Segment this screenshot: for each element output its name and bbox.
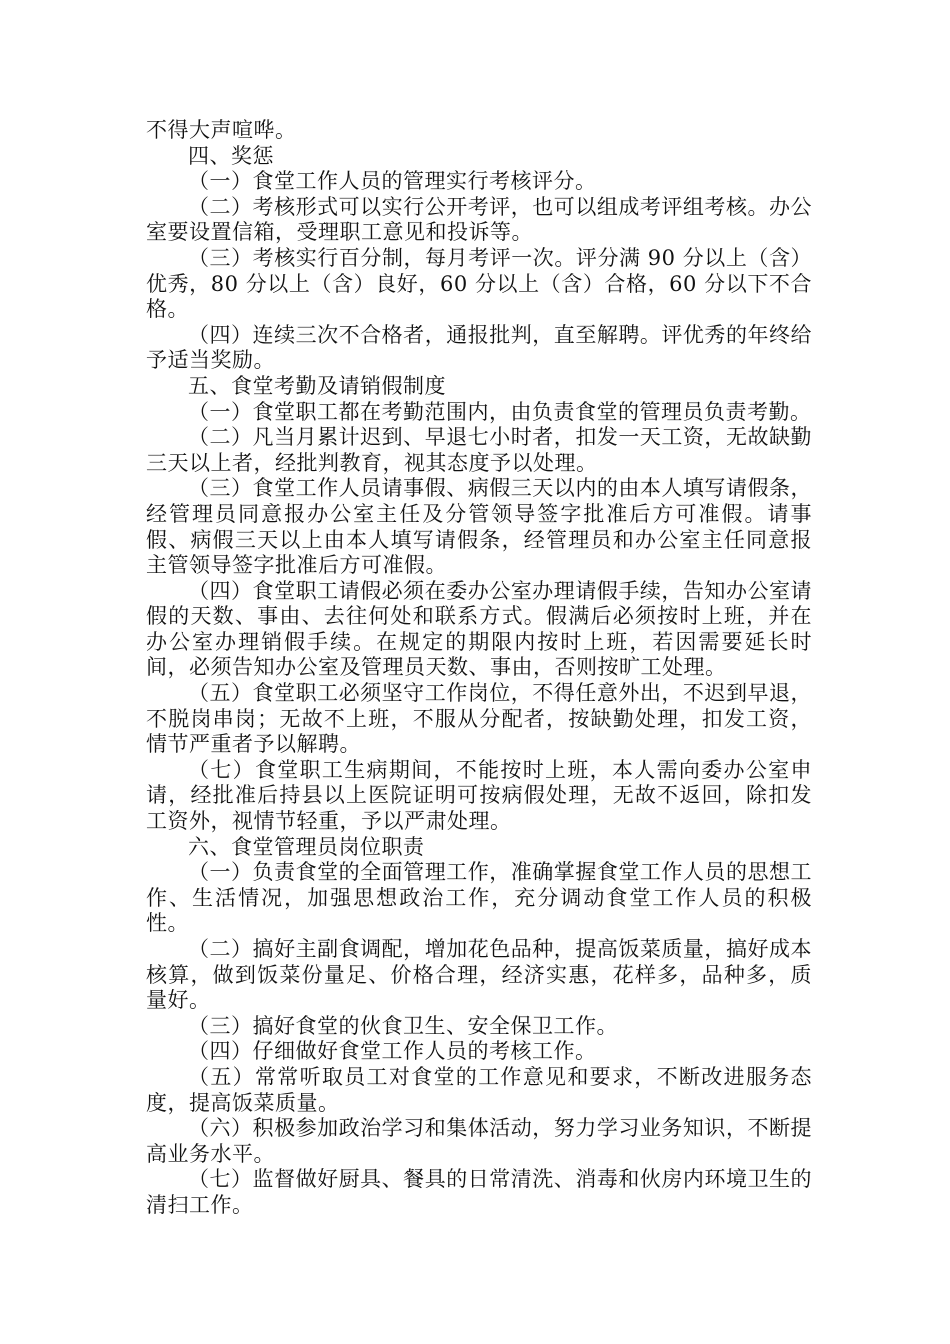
paragraph-rewards-4: （四）连续三次不合格者，通报批判，直至解聘。评优秀的年终给予适当奖励。 <box>146 322 812 373</box>
paragraph-rewards-3: （三）考核实行百分制，每月考评一次。评分满 90 分以上（含）优秀，80 分以上（含）良好，60 分以上（含）合格，60 分以下不合格。 <box>146 245 812 322</box>
paragraph-attendance-1: （一）食堂职工都在考勤范围内，由负责食堂的管理员负责考勤。 <box>188 399 812 424</box>
paragraph-attendance-4: （四）食堂职工请假必须在委办公室办理请假手续，告知办公室请假的天数、事由、去往何处和联系方式。假满后必须按时上班，并在办公室办理销假手续。在规定的期限内按时上班，若因需要延长时间，必须告知办公室及管理员天数、事由，否则按旷工处理。 <box>146 578 812 680</box>
paragraph-duties-4: （四）仔细做好食堂工作人员的考核工作。 <box>188 1039 597 1064</box>
paragraph-duties-1: （一）负责食堂的全面管理工作，准确掌握食堂工作人员的思想工作、生活情况，加强思想政治工作，充分调动食堂工作人员的积极性。 <box>146 860 812 936</box>
paragraph-attendance-2: （二）凡当月累计迟到、早退七小时者，扣发一天工资，无故缺勤三天以上者，经批判教育，视其态度予以处理。 <box>146 425 812 475</box>
paragraph-attendance-5: （五）食堂职工必须坚守工作岗位，不得任意外出，不迟到早退，不脱岗串岗；无故不上班，不服从分配者，按缺勤处理，扣发工资，情节严重者予以解聘。 <box>146 681 812 757</box>
paragraph-duties-7: （七）监督做好厨具、餐具的日常清洗、消毒和伙房内环境卫生的清扫工作。 <box>146 1167 812 1217</box>
paragraph-attendance-3: （三）食堂工作人员请事假、病假三天以内的由本人填写请假条，经管理员同意报办公室主任及分管领导签字批准后方可准假。请事假、病假三天以上由本人填写请假条，经管理员和办公室主任同意报主管领导签字批准后方可准假。 <box>146 476 812 578</box>
section-heading-manager-duties: 六、食堂管理员岗位职责 <box>188 834 425 859</box>
paragraph-duties-6: （六）积极参加政治学习和集体活动，努力学习业务知识，不断提高业务水平。 <box>146 1116 812 1166</box>
paragraph-duties-3: （三）搞好食堂的伙食卫生、安全保卫工作。 <box>188 1013 618 1038</box>
paragraph-attendance-7: （七）食堂职工生病期间，不能按时上班，本人需向委办公室申请，经批准后持县以上医院证明可按病假处理，无故不返回，除扣发工资外，视情节轻重，予以严肃处理。 <box>146 757 812 834</box>
document-body <box>146 118 812 1219</box>
section-heading-attendance-leave: 五、食堂考勤及请销假制度 <box>188 373 446 398</box>
section-heading-rewards-penalties: 四、奖惩 <box>188 143 274 168</box>
paragraph-rewards-2: （二）考核形式可以实行公开考评，也可以组成考评组考核。办公室要设置信箱，受理职工意见和投诉等。 <box>146 194 812 245</box>
paragraph-duties-2: （二）搞好主副食调配，增加花色品种，提高饭菜质量，搞好成本核算，做到饭菜份量足、价格合理，经济实惠，花样多，品种多，质量好。 <box>146 937 812 1013</box>
paragraph-rewards-1: （一）食堂工作人员的管理实行考核评分。 <box>188 169 597 194</box>
paragraph-duties-5: （五）常常听取员工对食堂的工作意见和要求，不断改进服务态度，提高饭菜质量。 <box>146 1064 812 1115</box>
paragraph-continuation: 不得大声喧哗。 <box>146 118 297 142</box>
